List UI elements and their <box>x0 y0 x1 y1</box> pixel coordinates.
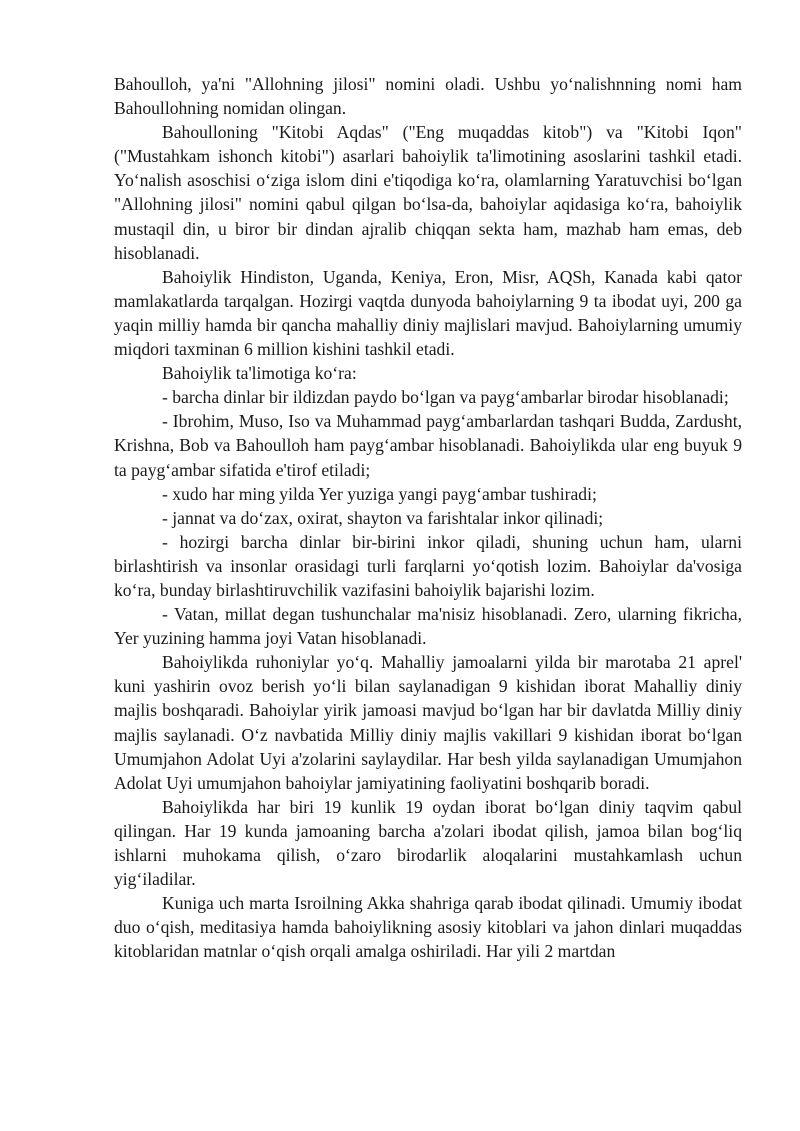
paragraph: Kuniga uch marta Isroilning Akka shahriga qarab ibodat qilinadi. Umumiy ibodat duo o‘qish, meditasiya hamda bahoiylikning asosiy kitoblari va jahon dinlari muqaddas kitoblaridan matnlar o‘qish orqali amalga oshiriladi. Har yili 2 martdan <box>114 893 742 962</box>
paragraph: Bahoiylikda ruhoniylar yo‘q. Mahalliy jamoalarni yilda bir marotaba 21 aprel' kuni yashirin ovoz berish yo‘li bilan saylanadigan 9 kishidan iborat Mahalliy diniy majlis boshqaradi. Bahoiylar yirik jamoasi mavjud bo‘lgan har bir davlatda Milliy diniy majlis saylanadi. O‘z navbatida Milliy diniy majlis vakillari 9 kishidan iborat bo‘lgan Umumjahon Adolat Uyi a'zolarini saylaydilar. Har besh yilda saylanadigan Umumjahon Adolat Uyi umumjahon bahoiylar jamiyatining faoliyatini boshqarib boradi. <box>114 652 742 793</box>
paragraph: Bahoiylik ta'limotiga ko‘ra: <box>162 363 357 384</box>
list-item: - hozirgi barcha dinlar bir-birini inkor qiladi, shuning uchun ham, ularni birlashtirish va insonlar orasidagi turli farqlarni yo‘qotish lozim. Bahoiylar da'vosiga ko‘ra, bunday birlashtiruvchilik vazifasini bahoiylik bajarishi lozim. <box>114 531 742 600</box>
paragraph: Bahoulloning "Kitobi Aqdas" ("Eng muqaddas kitob") va "Kitobi Iqon" ("Mustahkam ishonch kitobi") asarlari bahoiylik ta'limotining asoslarini tashkil etadi. Yo‘nalish asoschisi o‘ziga islom dini e'tiqodiga ko‘ra, olamlarning Yaratuvchisi bo‘lgan "Allohning jilosi" nomini qabul qilgan bo‘lsa-da, bahoiylar aqidasiga ko‘ra, bahoiylik mustaqil din, u biror bir dindan ajralib chiqqan sekta ham, mazhab ham emas, deb hisoblanadi. <box>114 122 742 263</box>
paragraph: Bahoiylik Hindiston, Uganda, Keniya, Eron, Misr, AQSh, Kanada kabi qator mamlakatlarda tarqalgan. Hozirgi vaqtda dunyoda bahoiylarning 9 ta ibodat uyi, 200 ga yaqin milliy hamda bir qancha mahalliy diniy majlislari mavjud. Bahoiylarning umumiy miqdori taxminan 6 million kishini tashkil etadi. <box>114 266 742 360</box>
list-item: - xudo har ming yilda Yer yuziga yangi payg‘ambar tushiradi; <box>162 483 597 504</box>
document-body <box>114 72 742 963</box>
list-item: - Ibrohim, Muso, Iso va Muhammad payg‘ambarlardan tashqari Budda, Zardusht, Krishna, Bob va Bahoulloh ham payg‘ambar hisoblanadi. Bahoiylikda ular eng buyuk 9 ta payg‘ambar sifatida e'tirof etiladi; <box>114 411 742 480</box>
list-item: - Vatan, millat degan tushunchalar ma'nisiz hisoblanadi. Zero, ularning fikricha, Yer yuzining hamma joyi Vatan hisoblanadi. <box>114 604 742 649</box>
paragraph: Bahoiylikda har biri 19 kunlik 19 oydan iborat bo‘lgan diniy taqvim qabul qilingan. Har 19 kunda jamoaning barcha a'zolari ibodat qilish, jamoa bilan bog‘liq ishlarni muhokama qilish, o‘zaro birodarlik aloqalarini mustahkamlash uchun yig‘iladilar. <box>114 796 742 890</box>
list-item: - barcha dinlar bir ildizdan paydo bo‘lgan va payg‘ambarlar birodar hisoblanadi; <box>162 387 729 408</box>
paragraph: Bahoulloh, ya'ni "Allohning jilosi" nomini oladi. Ushbu yo‘nalishnning nomi ham Bahoullohning nomidan olingan. <box>114 74 742 119</box>
list-item: - jannat va do‘zax, oxirat, shayton va farishtalar inkor qilinadi; <box>162 507 604 528</box>
